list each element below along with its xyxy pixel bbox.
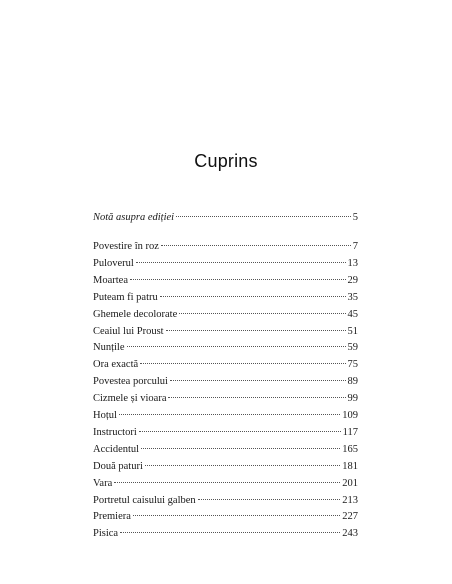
toc-entry-title: Ceaiul lui Proust [93,325,164,337]
dot-leader [198,499,341,500]
toc-entry-page-number: 227 [342,511,358,523]
toc-entry-title: Notă asupra ediției [93,212,175,223]
toc-entry-title: Cizmele și vioara [93,393,167,405]
toc-entry-page-number: 45 [347,308,358,320]
dot-leader [119,414,340,415]
toc-entry-title: Povestea porcului [93,376,168,388]
toc-entry-page-number: 181 [342,460,358,472]
dot-leader [133,515,340,516]
toc-entry-page-number: 35 [347,291,358,303]
toc-entry [93,291,358,305]
toc-entry [93,325,358,339]
dot-leader [145,465,340,466]
toc-entry [93,443,358,457]
toc-entry [93,494,358,508]
dot-leader [127,346,346,347]
dot-leader [141,448,340,449]
dot-leader [136,262,346,263]
dot-leader [170,380,346,381]
toc-entry [93,308,358,322]
toc-entry-page-number: 13 [347,257,358,269]
toc-entry-title: Instructori [93,426,137,438]
dot-leader [130,279,346,280]
toc-entry-page-number: 165 [342,443,358,455]
toc-entry [93,527,358,541]
toc-entry-page-number: 201 [342,477,358,489]
toc-entry-title: Puloverul [93,257,134,269]
toc-entry [93,211,358,225]
toc-entry-title: Nunțile [93,342,125,354]
toc-entry [93,240,358,254]
toc-entry-title: Ora exactă [93,359,139,371]
toc-entry-page-number: 59 [347,342,358,354]
toc-entry-page-number: 109 [342,410,358,421]
toc-entry-title: Vara [93,477,113,489]
toc-entry [93,392,358,406]
toc-entry [93,358,358,372]
toc-entry-title: Pisica [93,528,119,540]
dot-leader [114,482,340,483]
toc-entry-title: Hoțul [93,410,117,421]
toc-entry-page-number: 99 [347,393,358,405]
toc-entry-page-number: 89 [347,376,358,388]
toc-entry [93,510,358,524]
toc-entry-title: Accidentul [93,443,140,455]
dot-leader [168,397,345,398]
toc-entry [93,341,358,355]
toc-entry-page-number: 29 [347,274,358,286]
dot-leader [139,431,341,432]
dot-leader [160,296,346,297]
toc-entry-title: Povestire în roz [93,241,159,252]
dot-leader [176,216,351,217]
toc-entry [93,426,358,440]
page-title: Cuprins [194,151,258,171]
toc-entry-page-number: 7 [352,241,358,252]
toc-entry [93,257,358,271]
toc-entry-page-number: 213 [342,494,358,506]
toc-entry [93,460,358,474]
toc-entry-title: Puteam fi patru [93,291,158,303]
toc-entry-title: Două paturi [93,460,143,472]
toc-entry [93,375,358,389]
dot-leader [140,363,345,364]
dot-leader [166,330,346,331]
toc-entry-page-number: 75 [347,359,358,371]
dot-leader [161,245,351,246]
toc-entry-title: Premiera [93,511,131,523]
toc-entry [93,477,358,491]
toc-entry-title: Ghemele decolorate [93,308,178,320]
toc-entry [93,274,358,288]
dot-leader [179,313,345,314]
toc-entry-title: Portretul caisului galben [93,494,196,506]
toc-entry-page-number: 51 [347,325,358,337]
toc-entry-page-number: 117 [342,426,358,438]
toc-entry-page-number: 5 [352,212,358,223]
toc-entry-page-number: 243 [342,528,358,540]
toc-entry [93,409,358,423]
dot-leader [120,532,340,533]
toc-entry-title: Moartea [93,274,128,286]
